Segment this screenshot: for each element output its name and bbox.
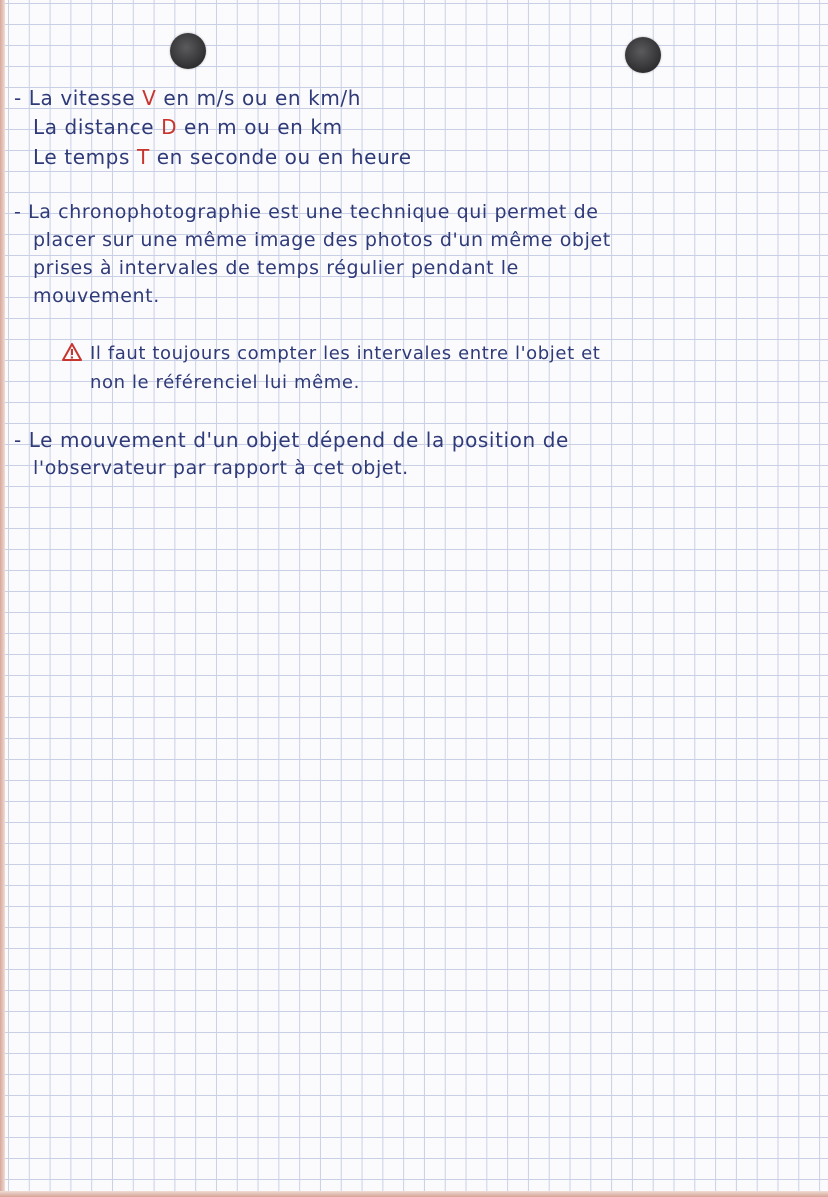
paper-left-edge xyxy=(0,0,5,1197)
warning-triangle-icon xyxy=(62,343,82,361)
punch-hole-right xyxy=(625,37,661,73)
chrono-line-1: - La chronophotographie est une technique qui permet de xyxy=(14,201,599,223)
time-prefix: Le temps xyxy=(33,145,137,169)
chrono-line-4: mouvement. xyxy=(33,285,160,307)
movement-line-1: - Le mouvement d'un objet dépend de la position de xyxy=(14,428,569,452)
punch-hole-left xyxy=(170,33,206,69)
time-units: en seconde ou en heure xyxy=(149,145,412,169)
speed-prefix: - La vitesse xyxy=(14,86,143,110)
speed-symbol: V xyxy=(142,86,157,110)
warning-line-2: non le référenciel lui même. xyxy=(90,372,360,393)
distance-line xyxy=(33,115,343,139)
paper-bottom-edge xyxy=(0,1191,828,1197)
distance-units: en m ou en km xyxy=(177,115,343,139)
chrono-line-2: placer sur une même image des photos d'un même objet xyxy=(33,229,611,251)
time-line xyxy=(33,145,412,169)
speed-line xyxy=(14,86,361,110)
chrono-line-3: prises à intervales de temps régulier pendant le xyxy=(33,257,519,279)
movement-line-2: l'observateur par rapport à cet objet. xyxy=(33,457,409,479)
distance-symbol: D xyxy=(161,115,178,139)
speed-units: en m/s ou en km/h xyxy=(156,86,362,110)
warning-line-1: Il faut toujours compter les intervales entre l'objet et xyxy=(90,343,601,364)
distance-prefix: La distance xyxy=(33,115,162,139)
time-symbol: T xyxy=(136,145,150,169)
